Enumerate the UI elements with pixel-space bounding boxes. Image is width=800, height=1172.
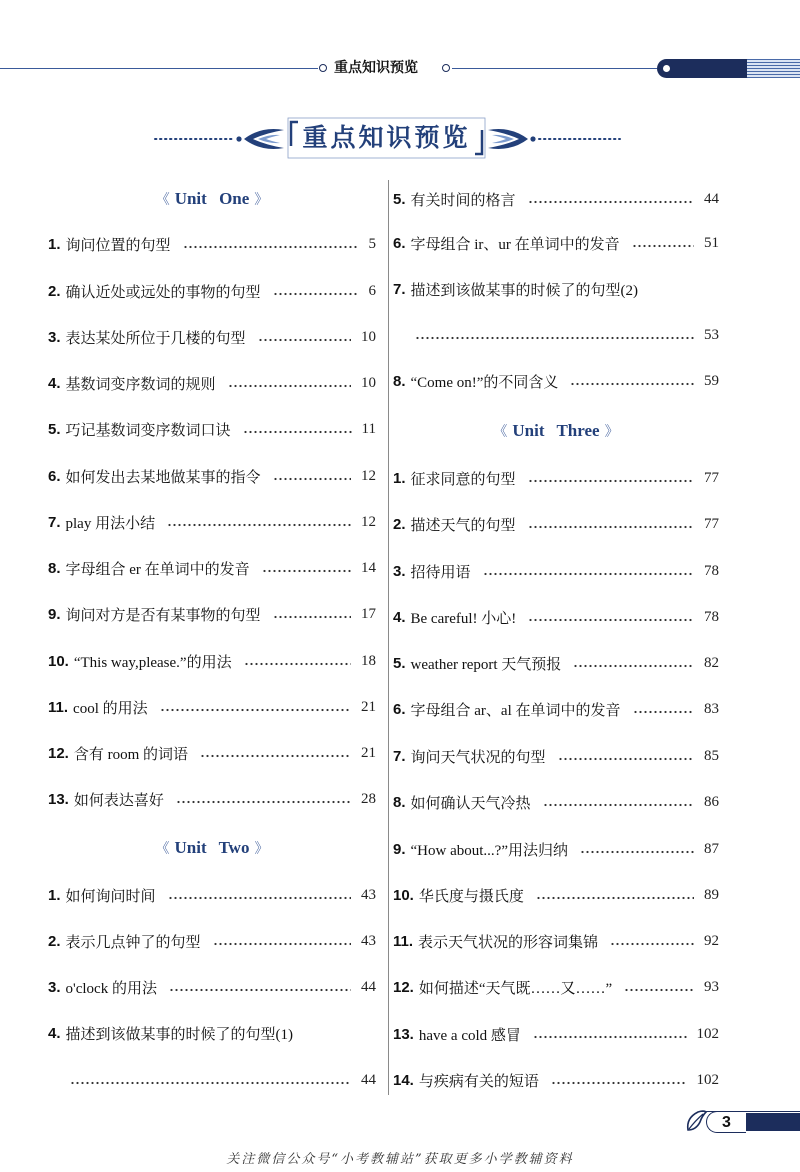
entry-page: 28 bbox=[361, 790, 376, 807]
dot-leader bbox=[536, 896, 694, 900]
entry-page: 85 bbox=[704, 747, 719, 764]
entry-page: 44 bbox=[361, 1071, 376, 1088]
page-title: 重点知识预览 bbox=[302, 123, 471, 152]
bracket-open: 《 bbox=[155, 193, 170, 208]
toc-entry bbox=[48, 929, 376, 953]
entry-page: 21 bbox=[361, 744, 376, 761]
entry-page: 44 bbox=[704, 190, 719, 207]
toc-entry bbox=[393, 697, 719, 721]
entry-title: 询问对方是否有某事物的句型 bbox=[65, 607, 261, 624]
entry-title: weather report 天气预报 bbox=[410, 656, 562, 673]
dot-leader bbox=[167, 523, 351, 527]
entry-page: 43 bbox=[361, 886, 376, 903]
toc-entry bbox=[48, 464, 376, 488]
entry-title: play 用法小结 bbox=[65, 515, 156, 532]
dot-leader bbox=[610, 942, 694, 946]
toc-entry bbox=[48, 883, 376, 907]
entry-number: 5. bbox=[393, 654, 406, 672]
toc-entry bbox=[48, 649, 376, 673]
entry-number: 5. bbox=[48, 420, 61, 438]
entry-number: 9. bbox=[48, 605, 61, 623]
footer-bar bbox=[746, 1113, 800, 1131]
entry-page: 86 bbox=[704, 793, 719, 810]
dot-leader bbox=[533, 1035, 687, 1039]
dot-leader bbox=[243, 430, 352, 434]
entry-number: 3. bbox=[393, 562, 406, 580]
entry-number: 12. bbox=[48, 744, 69, 762]
toc-entry bbox=[393, 837, 719, 861]
entry-page: 43 bbox=[361, 932, 376, 949]
header-title: 重点知识预览 bbox=[334, 60, 418, 76]
dot-leader bbox=[570, 382, 694, 386]
unit-label: Unit Three bbox=[512, 421, 600, 440]
toc-entry-continued bbox=[415, 323, 719, 347]
entry-title: 表达某处所位于几楼的句型 bbox=[65, 330, 246, 347]
entry-page: 6 bbox=[368, 282, 376, 299]
entry-number: 10. bbox=[393, 886, 414, 904]
entry-number: 8. bbox=[393, 372, 406, 390]
entry-page: 89 bbox=[704, 886, 719, 903]
entry-number: 4. bbox=[48, 374, 61, 392]
entry-title: 字母组合 er 在单词中的发音 bbox=[65, 561, 250, 578]
dot-leader bbox=[624, 988, 694, 992]
entry-number: 2. bbox=[48, 932, 61, 950]
entry-page: 83 bbox=[704, 700, 719, 717]
header-stripes bbox=[747, 59, 800, 78]
entry-page: 82 bbox=[704, 654, 719, 671]
entry-page: 78 bbox=[704, 562, 719, 579]
unit-heading bbox=[48, 187, 376, 211]
entry-title: 招待用语 bbox=[410, 564, 471, 581]
toc-entry bbox=[393, 277, 719, 301]
entry-number: 4. bbox=[393, 608, 406, 626]
entry-number: 13. bbox=[48, 790, 69, 808]
toc-entry bbox=[393, 790, 719, 814]
toc-entry bbox=[48, 975, 376, 999]
toc-entry bbox=[393, 883, 719, 907]
entry-number: 10. bbox=[48, 652, 69, 670]
entry-page: 17 bbox=[361, 605, 376, 622]
dot-leader bbox=[160, 708, 351, 712]
dot-leader bbox=[528, 525, 694, 529]
dot-leader bbox=[483, 572, 694, 576]
entry-number: 12. bbox=[393, 978, 414, 996]
entry-page: 93 bbox=[704, 978, 719, 995]
entry-title: o'clock 的用法 bbox=[65, 980, 157, 997]
dot-leader bbox=[169, 988, 351, 992]
dot-leader bbox=[558, 757, 694, 761]
dot-leader bbox=[183, 245, 359, 249]
header-tab bbox=[657, 59, 747, 78]
header-circle-left bbox=[319, 64, 327, 72]
toc-entry bbox=[393, 369, 719, 393]
entry-page: 102 bbox=[696, 1071, 719, 1088]
entry-number: 8. bbox=[393, 793, 406, 811]
entry-page: 78 bbox=[704, 608, 719, 625]
toc-entry bbox=[393, 651, 719, 675]
entry-number: 11. bbox=[393, 932, 414, 950]
bracket-close: 》 bbox=[254, 193, 269, 208]
entry-title: 表示几点钟了的句型 bbox=[65, 934, 201, 951]
entry-title: 询问位置的句型 bbox=[65, 237, 171, 254]
toc-entry bbox=[48, 741, 376, 765]
toc-entry bbox=[48, 371, 376, 395]
entry-page: 12 bbox=[361, 467, 376, 484]
bracket-close: 》 bbox=[604, 425, 619, 440]
entry-title: 如何发出去某地做某事的指令 bbox=[65, 469, 261, 486]
entry-number: 1. bbox=[48, 886, 61, 904]
bracket-open: 《 bbox=[155, 842, 170, 857]
entry-number: 6. bbox=[48, 467, 61, 485]
entry-title: “Come on!”的不同含义 bbox=[410, 374, 559, 391]
toc-entry bbox=[48, 602, 376, 626]
entry-title: 描述天气的句型 bbox=[410, 517, 516, 534]
unit-label: Unit One bbox=[174, 189, 250, 208]
entry-number: 7. bbox=[393, 747, 406, 765]
entry-title: “This way,please.”的用法 bbox=[73, 654, 232, 671]
header-circle-right bbox=[442, 64, 450, 72]
entry-number: 2. bbox=[393, 515, 406, 533]
header-tab-dot bbox=[663, 65, 670, 72]
toc-entry bbox=[48, 556, 376, 580]
entry-page: 10 bbox=[361, 328, 376, 345]
dot-leader bbox=[415, 336, 694, 340]
toc-entry bbox=[393, 929, 719, 953]
entry-title: 基数词变序数词的规则 bbox=[65, 376, 216, 393]
entry-number: 2. bbox=[48, 282, 61, 300]
toc-entry bbox=[48, 510, 376, 534]
toc-entry bbox=[48, 279, 376, 303]
entry-page: 21 bbox=[361, 698, 376, 715]
column-divider bbox=[388, 180, 389, 1095]
entry-title: “How about...?”用法归纳 bbox=[410, 842, 568, 859]
dot-leader bbox=[273, 477, 351, 481]
toc-entry bbox=[393, 744, 719, 768]
unit-heading bbox=[48, 836, 376, 860]
dot-leader bbox=[200, 754, 351, 758]
entry-title: 字母组合 ir、ur 在单词中的发音 bbox=[410, 236, 620, 253]
dot-leader bbox=[228, 384, 351, 388]
entry-number: 13. bbox=[393, 1025, 414, 1043]
entry-title: 确认近处或远处的事物的句型 bbox=[65, 284, 261, 301]
entry-title: have a cold 感冒 bbox=[418, 1027, 521, 1044]
dot-leader bbox=[528, 479, 694, 483]
dot-leader bbox=[176, 800, 351, 804]
dot-leader bbox=[573, 664, 694, 668]
entry-page: 92 bbox=[704, 932, 719, 949]
toc-entry bbox=[393, 187, 719, 211]
entry-title: 描述到该做某事的时候了的句型(2) bbox=[410, 282, 639, 299]
entry-title: 与疾病有关的短语 bbox=[418, 1073, 539, 1090]
entry-title: 征求同意的句型 bbox=[410, 471, 516, 488]
dot-leader bbox=[213, 942, 351, 946]
entry-title: 含有 room 的词语 bbox=[73, 746, 189, 763]
dot-leader bbox=[551, 1081, 687, 1085]
toc-entry bbox=[48, 695, 376, 719]
entry-title: 如何描述“天气既……又……” bbox=[418, 980, 613, 997]
entry-page: 18 bbox=[361, 652, 376, 669]
entry-page: 51 bbox=[704, 234, 719, 251]
entry-number: 11. bbox=[48, 698, 69, 716]
toc-entry bbox=[393, 231, 719, 255]
entry-number: 1. bbox=[393, 469, 406, 487]
unit-heading bbox=[393, 419, 719, 443]
entry-page: 44 bbox=[361, 978, 376, 995]
bracket-open: 《 bbox=[493, 425, 508, 440]
toc-entry bbox=[393, 1022, 719, 1046]
dot-leader bbox=[273, 615, 351, 619]
entry-title: 如何表达喜好 bbox=[73, 792, 164, 809]
page-number: 3 bbox=[706, 1111, 746, 1133]
entry-number: 7. bbox=[48, 513, 61, 531]
entry-title: 华氏度与摄氏度 bbox=[418, 888, 524, 905]
dot-leader bbox=[528, 618, 694, 622]
entry-page: 87 bbox=[704, 840, 719, 857]
entry-number: 5. bbox=[393, 190, 406, 208]
entry-page: 11 bbox=[361, 420, 376, 437]
entry-number: 7. bbox=[393, 280, 406, 298]
dot-leader bbox=[632, 244, 694, 248]
entry-title: 如何确认天气冷热 bbox=[410, 795, 531, 812]
header-rule-left bbox=[0, 68, 318, 69]
toc-entry-continued bbox=[70, 1068, 376, 1092]
dot-leader bbox=[543, 803, 694, 807]
entry-page: 77 bbox=[704, 515, 719, 532]
dot-leader bbox=[633, 710, 695, 714]
entry-page: 12 bbox=[361, 513, 376, 530]
entry-page: 14 bbox=[361, 559, 376, 576]
entry-title: cool 的用法 bbox=[73, 700, 148, 717]
toc-entry bbox=[393, 466, 719, 490]
entry-title: 有关时间的格言 bbox=[410, 192, 516, 209]
entry-number: 4. bbox=[48, 1024, 61, 1042]
entry-number: 6. bbox=[393, 700, 406, 718]
toc-entry bbox=[48, 417, 376, 441]
toc-entry bbox=[48, 232, 376, 256]
dot-leader bbox=[262, 569, 351, 573]
entry-page: 102 bbox=[696, 1025, 719, 1042]
footer-note: 关注微信公众号“小考教辅站”获取更多小学教辅资料 bbox=[226, 1152, 574, 1167]
entry-number: 14. bbox=[393, 1071, 414, 1089]
entry-page: 77 bbox=[704, 469, 719, 486]
entry-title: 表示天气状况的形容词集锦 bbox=[418, 934, 599, 951]
dot-leader bbox=[168, 896, 351, 900]
bracket-close: 》 bbox=[254, 842, 269, 857]
unit-label: Unit Two bbox=[174, 838, 250, 857]
toc-entry bbox=[393, 559, 719, 583]
toc-entry bbox=[48, 325, 376, 349]
toc-entry bbox=[48, 1021, 376, 1045]
entry-title: 如何询问时间 bbox=[65, 888, 156, 905]
toc-entry bbox=[393, 1068, 719, 1092]
toc-entry bbox=[393, 605, 719, 629]
dot-leader bbox=[528, 200, 694, 204]
dot-leader bbox=[70, 1081, 351, 1085]
entry-number: 1. bbox=[48, 235, 61, 253]
entry-title: 巧记基数词变序数词口诀 bbox=[65, 422, 231, 439]
entry-title: Be careful! 小心! bbox=[410, 610, 517, 627]
entry-page: 59 bbox=[704, 372, 719, 389]
entry-title: 字母组合 ar、al 在单词中的发音 bbox=[410, 702, 621, 719]
entry-page: 5 bbox=[368, 235, 376, 252]
entry-number: 9. bbox=[393, 840, 406, 858]
entry-number: 6. bbox=[393, 234, 406, 252]
dot-leader bbox=[258, 338, 351, 342]
toc-entry bbox=[48, 787, 376, 811]
dot-leader bbox=[273, 292, 359, 296]
entry-number: 8. bbox=[48, 559, 61, 577]
dot-leader bbox=[244, 662, 351, 666]
dot-leader bbox=[580, 850, 694, 854]
entry-number: 3. bbox=[48, 328, 61, 346]
entry-number: 3. bbox=[48, 978, 61, 996]
entry-title: 描述到该做某事的时候了的句型(1) bbox=[65, 1026, 294, 1043]
toc-entry bbox=[393, 975, 719, 999]
entry-page: 10 bbox=[361, 374, 376, 391]
entry-page: 53 bbox=[704, 326, 719, 343]
header-rule-right bbox=[452, 68, 657, 69]
entry-title: 询问天气状况的句型 bbox=[410, 749, 546, 766]
toc-entry bbox=[393, 512, 719, 536]
